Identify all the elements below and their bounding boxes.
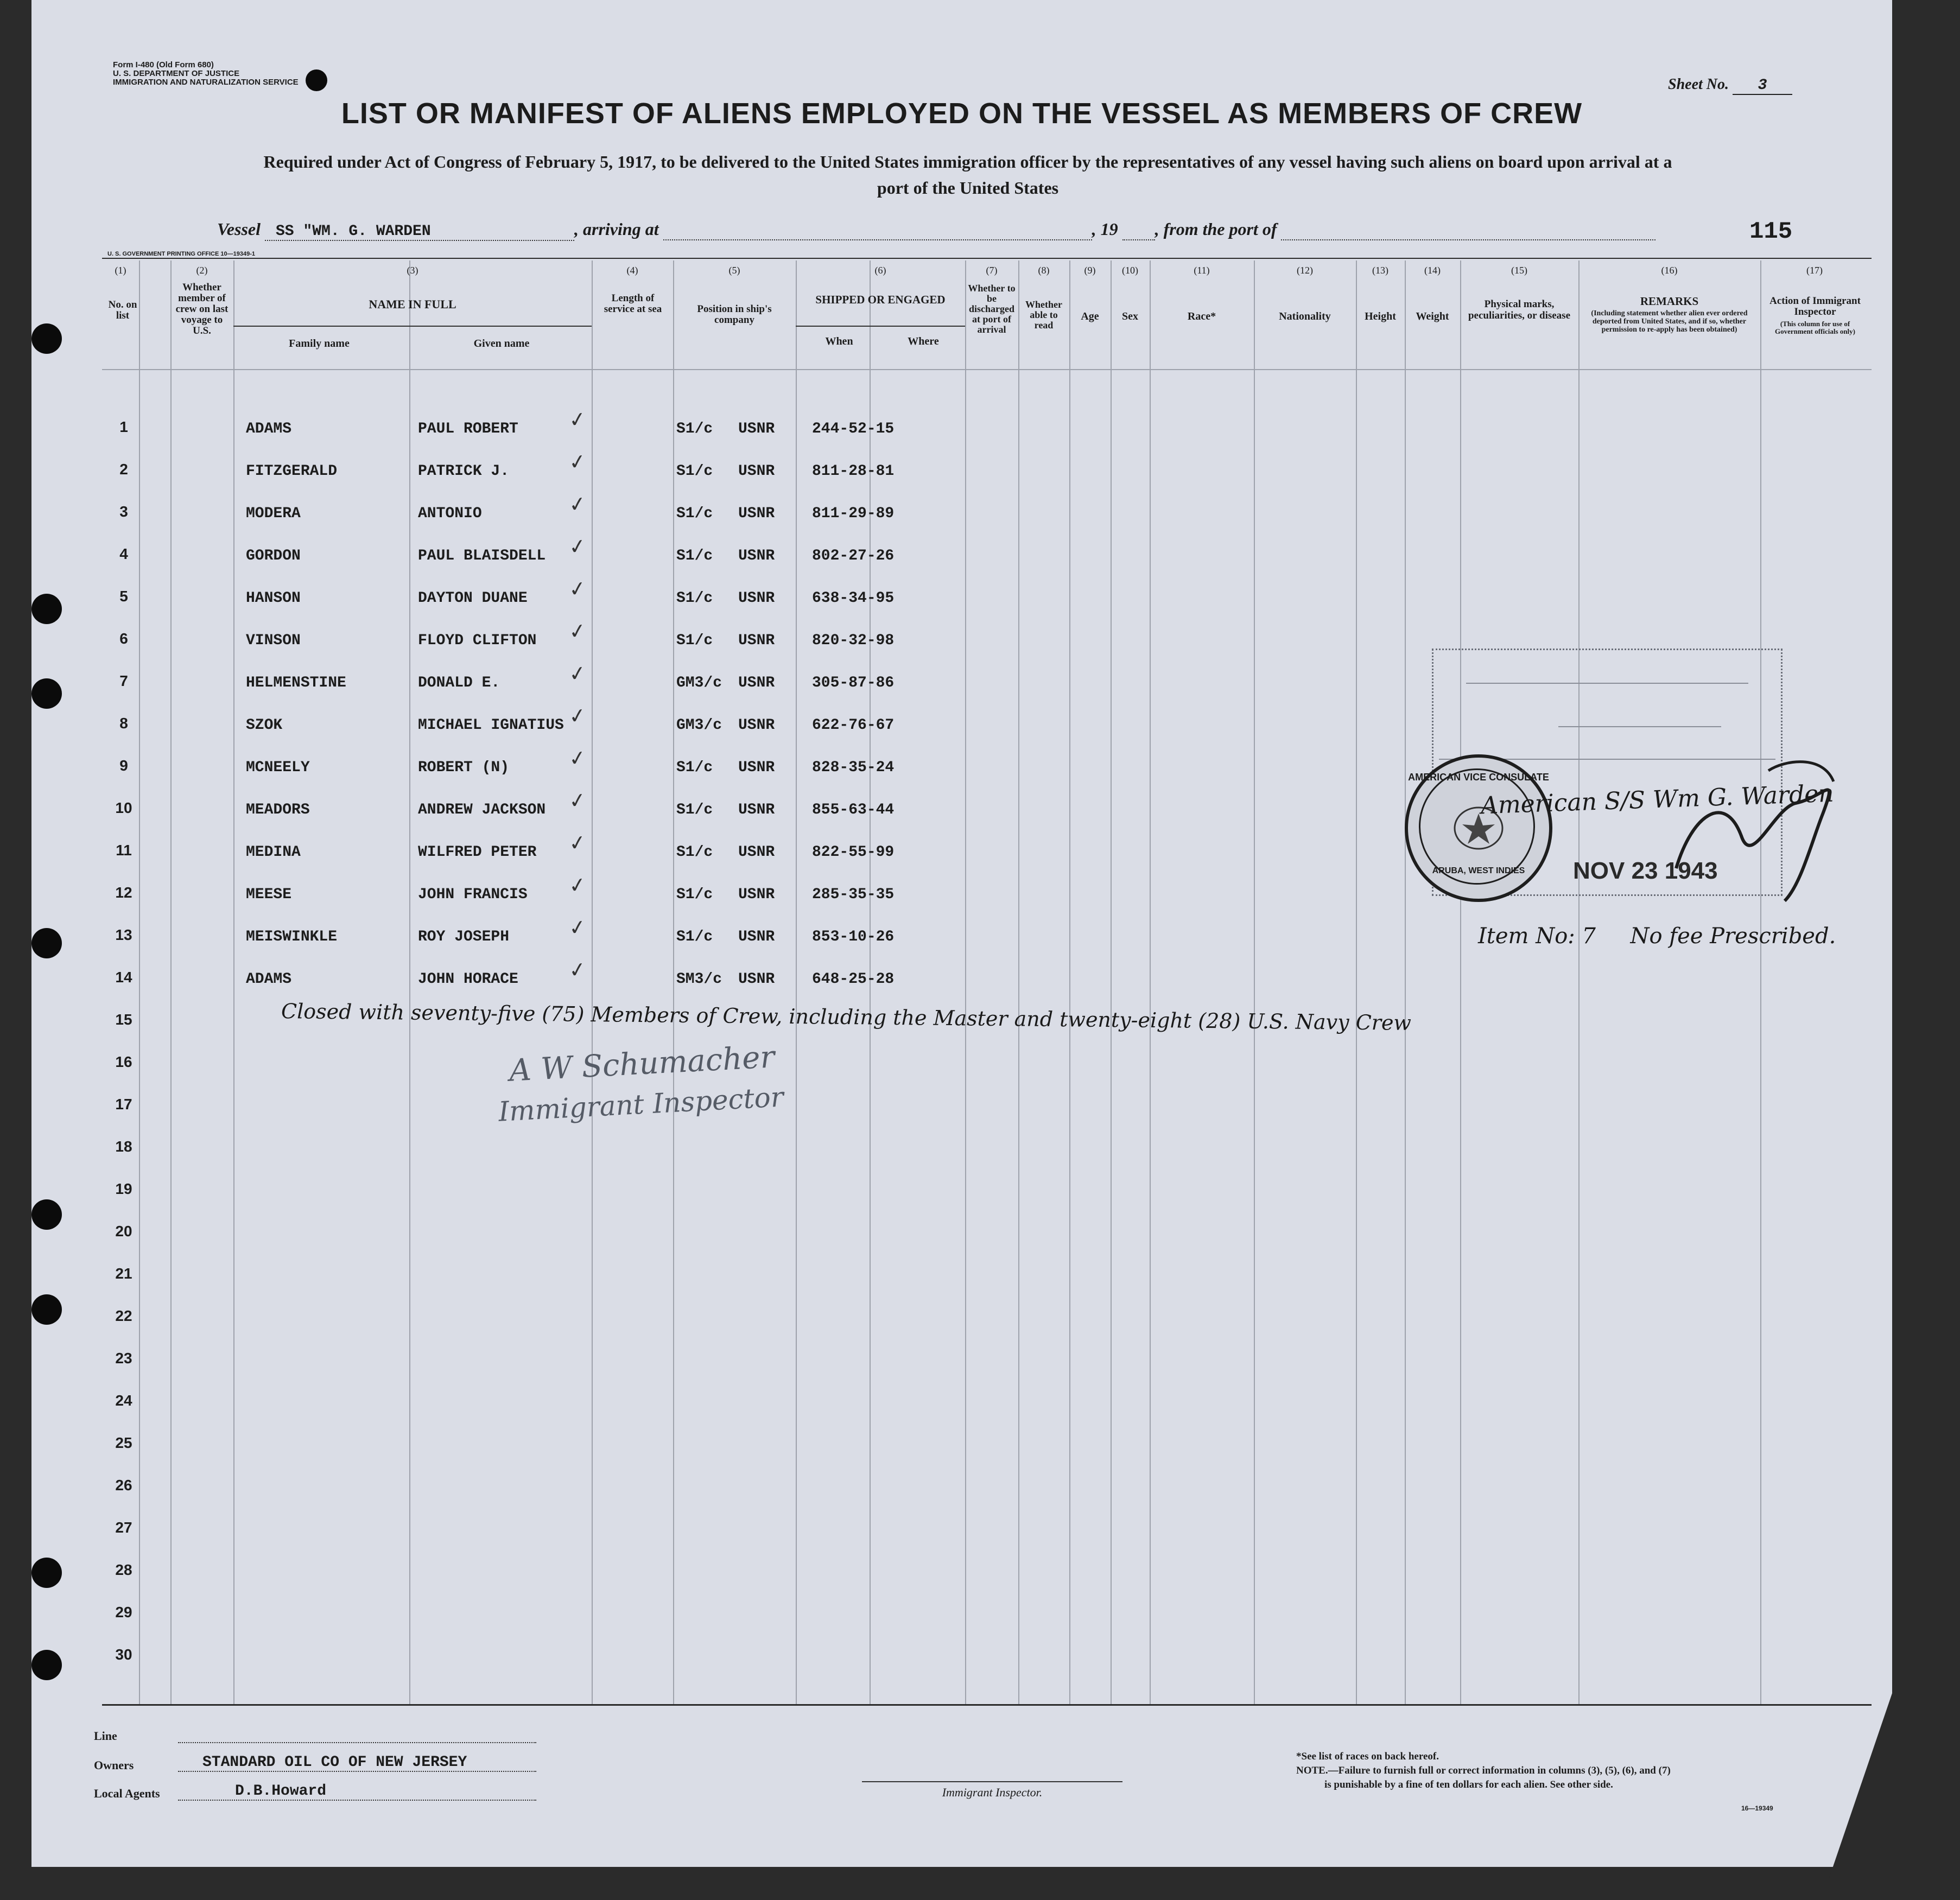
- column-divider: [1018, 260, 1019, 1704]
- inspector-title: Immigrant Inspector: [497, 1081, 784, 1128]
- header-when: When: [825, 335, 853, 347]
- row-number: 23: [115, 1350, 132, 1367]
- subtitle-line: port of the United States: [877, 178, 1059, 198]
- company-cell: USNR: [738, 463, 775, 480]
- row-number: 4: [119, 545, 128, 562]
- company-cell: USNR: [738, 929, 775, 945]
- stamp-date: NOV 23 1943: [1573, 857, 1718, 884]
- vessel-line: [217, 219, 1655, 241]
- header-no-on-list: No. on list: [108, 299, 137, 321]
- company-cell: USNR: [738, 844, 775, 861]
- arriving-port-field: [663, 219, 1092, 240]
- given-name-cell: JOHN FRANCIS: [418, 886, 528, 903]
- checkmark-icon: ✓: [567, 491, 588, 518]
- table-top-rule: [102, 258, 1872, 259]
- header-family-name: Family name: [289, 338, 350, 350]
- column-number: (3): [407, 265, 418, 276]
- page-subtitle: [113, 149, 1823, 201]
- torn-corner: [1807, 1693, 1916, 1878]
- company-cell: USNR: [738, 717, 775, 734]
- column-divider: [1069, 260, 1070, 1704]
- header-remarks: REMARKS: [1640, 295, 1699, 308]
- shipped-header-rule: [796, 326, 965, 327]
- column-number: (10): [1122, 265, 1138, 276]
- consul-signature: American S/S Wm G. Warden: [1480, 779, 1835, 820]
- race-note: *See list of races on back hereof.: [1296, 1751, 1439, 1762]
- position-cell: GM3/c: [676, 675, 722, 691]
- from-port-field: [1281, 219, 1655, 240]
- header-able-to-read: Whether able to read: [1025, 299, 1062, 331]
- column-divider: [1578, 260, 1580, 1704]
- shipped-when-cell: 820-32-98: [812, 632, 895, 649]
- column-number: (15): [1511, 265, 1527, 276]
- row-number: 9: [119, 757, 128, 774]
- company-cell: USNR: [738, 971, 775, 988]
- row-number: 22: [115, 1307, 132, 1324]
- position-cell: S1/c: [676, 632, 713, 649]
- shipped-when-cell: 811-28-81: [812, 463, 895, 480]
- header-sex: Sex: [1122, 310, 1138, 322]
- column-divider: [1150, 260, 1151, 1704]
- closing-note: Closed with seventy-five (75) Members of Crew, including the Master and twenty-eight (28) U.S. Navy Crew: [281, 999, 1412, 1035]
- checkmark-icon: ✓: [567, 618, 588, 645]
- footer-notes: [1296, 1750, 1671, 1792]
- checkmark-icon: ✓: [567, 702, 588, 729]
- form-identifier: [113, 61, 299, 87]
- column-divider: [409, 260, 410, 1704]
- column-number: (4): [626, 265, 638, 276]
- owners-field: [178, 1754, 536, 1772]
- column-divider: [170, 260, 172, 1704]
- column-number: (1): [115, 265, 126, 276]
- row-number: 30: [115, 1646, 132, 1663]
- shipped-when-cell: 648-25-28: [812, 971, 895, 988]
- column-divider: [1111, 260, 1112, 1704]
- column-number: (12): [1297, 265, 1313, 276]
- sheet-number: 3: [1733, 77, 1792, 95]
- item-note: Item No: 7 No fee Prescribed.: [1478, 924, 1836, 949]
- family-name-cell: MCNEELY: [246, 759, 310, 776]
- page-stamp-number: 115: [1749, 218, 1793, 245]
- family-name-cell: MODERA: [246, 505, 301, 522]
- row-number: 18: [115, 1138, 132, 1155]
- family-name-cell: ADAMS: [246, 971, 292, 988]
- checkmark-icon: ✓: [567, 914, 588, 941]
- row-number: 13: [115, 926, 132, 943]
- family-name-cell: HANSON: [246, 590, 301, 607]
- shipped-when-cell: 305-87-86: [812, 675, 895, 691]
- column-number: (11): [1194, 265, 1210, 276]
- from-port-label: , from the port of: [1155, 219, 1277, 239]
- position-cell: S1/c: [676, 802, 713, 818]
- family-name-cell: GORDON: [246, 548, 301, 564]
- printer-line: U. S. GOVERNMENT PRINTING OFFICE 10—19349-1: [107, 251, 256, 257]
- position-cell: GM3/c: [676, 717, 722, 734]
- header-race: Race*: [1187, 310, 1216, 322]
- column-divider: [233, 260, 234, 1704]
- header-given-name: Given name: [473, 338, 530, 350]
- header-where: Where: [908, 335, 939, 347]
- seal-text-top: AMERICAN VICE CONSULATE: [1408, 772, 1549, 783]
- page-title: LIST OR MANIFEST OF ALIENS EMPLOYED ON THE VESSEL AS MEMBERS OF CREW: [341, 97, 1583, 130]
- column-number: (5): [728, 265, 740, 276]
- family-name-cell: MEISWINKLE: [246, 929, 338, 945]
- stamp-line: [1466, 683, 1748, 684]
- form-id-line: Form I-480 (Old Form 680): [113, 60, 214, 69]
- family-name-cell: FITZGERALD: [246, 463, 338, 480]
- checkmark-icon: ✓: [567, 956, 588, 983]
- consul-flourish: [1660, 749, 1844, 912]
- column-divider: [1405, 260, 1406, 1704]
- row-number: 2: [119, 461, 128, 478]
- shipped-when-cell: 811-29-89: [812, 505, 895, 522]
- column-number: (13): [1372, 265, 1388, 276]
- row-number: 28: [115, 1561, 132, 1578]
- shipped-when-cell: 828-35-24: [812, 759, 895, 776]
- position-cell: S1/c: [676, 505, 713, 522]
- column-divider: [673, 260, 674, 1704]
- header-weight: Weight: [1416, 310, 1449, 322]
- subtitle-line: Required under Act of Congress of February 5, 1917, to be delivered to the United States immigration officer by the representatives of any vessel having such aliens on board upon arrival at a: [263, 152, 1672, 171]
- position-cell: SM3/c: [676, 971, 722, 988]
- line-field: [178, 1742, 536, 1743]
- company-cell: USNR: [738, 886, 775, 903]
- company-cell: USNR: [738, 590, 775, 607]
- header-discharged: Whether to be discharged at port of arrival: [968, 283, 1016, 335]
- checkmark-icon: ✓: [567, 872, 588, 899]
- row-number: 11: [116, 842, 132, 859]
- column-divider: [592, 260, 593, 1704]
- row-number: 1: [119, 418, 128, 435]
- family-name-cell: MEDINA: [246, 844, 301, 861]
- position-cell: S1/c: [676, 421, 713, 437]
- company-cell: USNR: [738, 421, 775, 437]
- form-code: 16—19349: [1741, 1804, 1773, 1812]
- company-cell: USNR: [738, 505, 775, 522]
- punch-hole: [31, 678, 62, 709]
- header-name-in-full: NAME IN FULL: [369, 297, 456, 311]
- checkmark-icon: ✓: [567, 660, 588, 687]
- table-bottom-rule: [102, 1704, 1872, 1706]
- agents-field: [178, 1783, 536, 1801]
- shipped-when-cell: 285-35-35: [812, 886, 895, 903]
- given-name-cell: MICHAEL IGNATIUS: [418, 717, 564, 734]
- penalty-note: NOTE.—Failure to furnish full or correct information in columns (3), (5), (6), and (7): [1296, 1765, 1671, 1776]
- penalty-note: is punishable by a fine of ten dollars for each alien. See other side.: [1324, 1779, 1613, 1790]
- header-height: Height: [1365, 310, 1396, 322]
- given-name-cell: DONALD E.: [418, 675, 500, 691]
- consular-seal: [1405, 754, 1552, 902]
- column-number: (7): [986, 265, 998, 276]
- row-number: 8: [119, 715, 128, 732]
- column-divider: [796, 260, 797, 1704]
- column-number: (8): [1038, 265, 1050, 276]
- name-header-rule: [233, 326, 592, 327]
- owners-value: STANDARD OIL CO OF NEW JERSEY: [202, 1754, 467, 1771]
- given-name-cell: PAUL ROBERT: [418, 421, 518, 437]
- year-field: [1122, 219, 1155, 240]
- checkmark-icon: ✓: [567, 448, 588, 475]
- family-name-cell: MEADORS: [246, 802, 310, 818]
- row-number: 5: [119, 588, 128, 605]
- stamp-line: [1558, 726, 1721, 727]
- given-name-cell: ROY JOSEPH: [418, 929, 510, 945]
- position-cell: S1/c: [676, 590, 713, 607]
- family-name-cell: HELMENSTINE: [246, 675, 346, 691]
- row-number: 21: [115, 1265, 132, 1282]
- given-name-cell: DAYTON DUANE: [418, 590, 528, 607]
- row-number: 16: [115, 1053, 132, 1070]
- given-name-cell: PATRICK J.: [418, 463, 510, 480]
- shipped-when-cell: 638-34-95: [812, 590, 895, 607]
- given-name-cell: ANTONIO: [418, 505, 482, 522]
- shipped-when-cell: 822-55-99: [812, 844, 895, 861]
- row-number: 7: [119, 672, 128, 689]
- shipped-when-cell: 802-27-26: [812, 548, 895, 564]
- row-number: 15: [115, 1011, 132, 1028]
- header-bottom-rule: [102, 369, 1872, 370]
- column-number: (6): [874, 265, 886, 276]
- sheet-number-block: [1668, 76, 1792, 95]
- position-cell: S1/c: [676, 886, 713, 903]
- company-cell: USNR: [738, 675, 775, 691]
- column-number: (16): [1661, 265, 1678, 276]
- shipped-when-cell: 853-10-26: [812, 929, 895, 945]
- checkmark-icon: ✓: [567, 787, 588, 814]
- inspector-signature: A W Schumacher: [508, 1039, 776, 1089]
- header-physical-marks: Physical marks, peculiarities, or disease: [1468, 298, 1571, 321]
- vessel-name: SS "WM. G. WARDEN: [265, 223, 574, 241]
- family-name-cell: SZOK: [246, 717, 283, 734]
- shipped-when-cell: 855-63-44: [812, 802, 895, 818]
- column-number: (2): [196, 265, 208, 276]
- position-cell: S1/c: [676, 759, 713, 776]
- row-number: 25: [115, 1434, 132, 1451]
- row-number: 27: [115, 1519, 132, 1536]
- punch-hole: [306, 69, 327, 91]
- company-cell: USNR: [738, 759, 775, 776]
- row-number: 14: [115, 969, 132, 986]
- checkmark-icon: ✓: [567, 829, 588, 856]
- row-number: 20: [115, 1223, 132, 1240]
- family-name-cell: ADAMS: [246, 421, 292, 437]
- header-length-of-service: Length of service at sea: [604, 293, 662, 315]
- sheet-label: Sheet No.: [1668, 76, 1729, 93]
- row-number: 3: [119, 503, 128, 520]
- company-cell: USNR: [738, 548, 775, 564]
- family-name-cell: VINSON: [246, 632, 301, 649]
- row-number: 17: [115, 1096, 132, 1113]
- vessel-label: Vessel: [217, 219, 261, 239]
- manifest-sheet: [31, 0, 1892, 1867]
- shipped-when-cell: 244-52-15: [812, 421, 895, 437]
- checkmark-icon: ✓: [567, 406, 588, 433]
- position-cell: S1/c: [676, 548, 713, 564]
- agents-value: D.B.Howard: [235, 1783, 327, 1800]
- inspector-label: Immigrant Inspector.: [942, 1785, 1043, 1799]
- column-number: (9): [1084, 265, 1096, 276]
- given-name-cell: WILFRED PETER: [418, 844, 537, 861]
- column-divider: [1460, 260, 1461, 1704]
- given-name-cell: ROBERT (N): [418, 759, 510, 776]
- given-name-cell: FLOYD CLIFTON: [418, 632, 537, 649]
- header-position: Position in ship's company: [697, 303, 772, 326]
- punch-hole: [31, 928, 62, 958]
- column-number: (17): [1806, 265, 1823, 276]
- header-nationality: Nationality: [1279, 310, 1331, 322]
- punch-hole: [31, 323, 62, 354]
- header-member-last-voyage: Whether member of crew on last voyage to U.S.: [175, 282, 229, 336]
- position-cell: S1/c: [676, 844, 713, 861]
- owners-label: Owners: [94, 1758, 134, 1772]
- form-id-line: U. S. DEPARTMENT OF JUSTICE: [113, 69, 240, 78]
- checkmark-icon: ✓: [567, 533, 588, 560]
- company-cell: USNR: [738, 632, 775, 649]
- company-cell: USNR: [738, 802, 775, 818]
- header-action-note: (This column for use of Government officials only): [1774, 320, 1856, 335]
- family-name-cell: MEESE: [246, 886, 292, 903]
- punch-hole: [31, 1558, 62, 1588]
- punch-hole: [31, 1199, 62, 1230]
- checkmark-icon: ✓: [567, 575, 588, 602]
- row-number: 10: [115, 799, 132, 816]
- row-number: 29: [115, 1604, 132, 1621]
- form-id-line: IMMIGRATION AND NATURALIZATION SERVICE: [113, 78, 299, 87]
- given-name-cell: JOHN HORACE: [418, 971, 518, 988]
- header-age: Age: [1081, 310, 1099, 322]
- arriving-label: , arriving at: [574, 219, 659, 239]
- inspector-signature-line: [862, 1781, 1122, 1782]
- column-divider: [965, 260, 966, 1704]
- given-name-cell: ANDREW JACKSON: [418, 802, 546, 818]
- column-divider: [1356, 260, 1357, 1704]
- row-number: 24: [115, 1392, 132, 1409]
- given-name-cell: PAUL BLAISDELL: [418, 548, 546, 564]
- agents-label: Local Agents: [94, 1787, 160, 1800]
- header-inspector-action: Action of Immigrant Inspector: [1769, 295, 1861, 317]
- seal-text-bottom: ARUBA, WEST INDIES: [1432, 866, 1525, 875]
- punch-hole: [31, 1650, 62, 1680]
- column-number: (14): [1424, 265, 1441, 276]
- column-divider: [1760, 260, 1761, 1704]
- punch-hole: [31, 594, 62, 624]
- line-label: Line: [94, 1729, 117, 1743]
- header-shipped-engaged: SHIPPED OR ENGAGED: [815, 293, 946, 306]
- column-divider: [1254, 260, 1255, 1704]
- row-number: 12: [115, 884, 132, 901]
- year-label: , 19: [1092, 219, 1118, 239]
- checkmark-icon: ✓: [567, 745, 588, 772]
- row-number: 19: [115, 1180, 132, 1197]
- position-cell: S1/c: [676, 463, 713, 480]
- position-cell: S1/c: [676, 929, 713, 945]
- row-number: 6: [119, 630, 128, 647]
- header-remarks-note: (Including statement whether alien ever ordered deported from United States, and if so, whether permission to re-apply has been obtained): [1591, 309, 1748, 334]
- shipped-when-cell: 622-76-67: [812, 717, 895, 734]
- row-number: 26: [115, 1477, 132, 1494]
- punch-hole: [31, 1294, 62, 1325]
